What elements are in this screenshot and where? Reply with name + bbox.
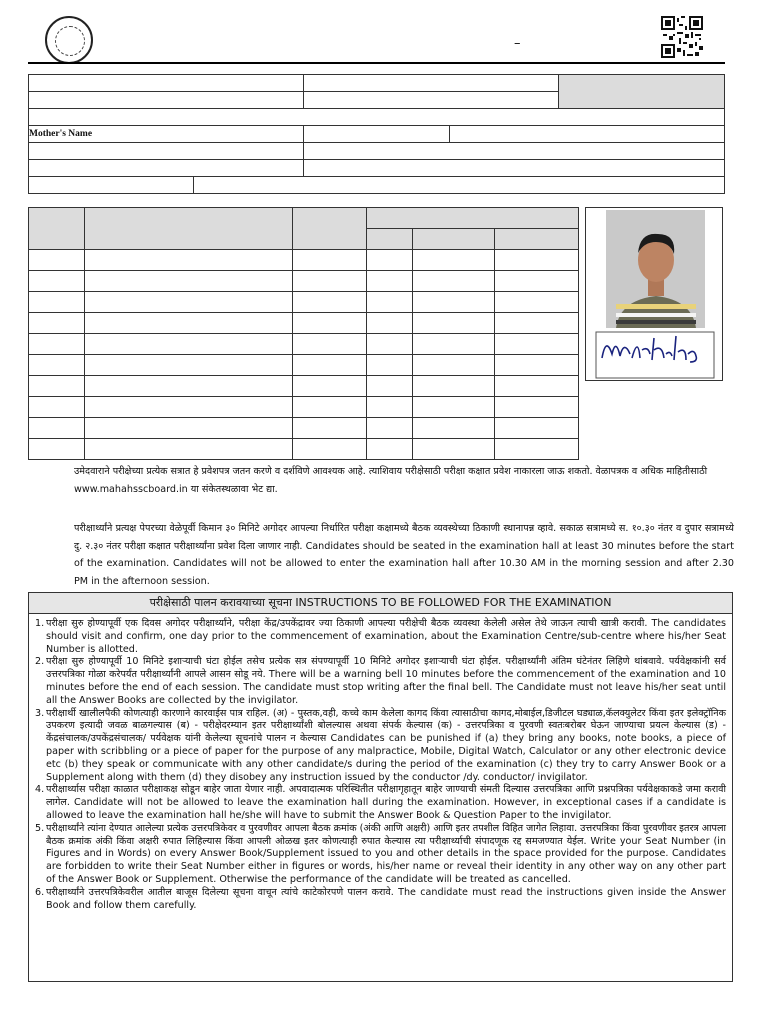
list-item [35,887,726,913]
table-row [29,397,579,418]
info-cell [193,177,724,194]
admit-card-notice: उमेदवाराने परीक्षेच्या प्रत्येक सत्रात हे प्रवेशपत्र जतन करणे व दर्शविणे आवश्यक आहे. त्याशिवाय परीक्षेसाठी परीक्षा कक्षात प्रवेश नाकारला जाऊ शकतो. वेळापत्रक व अधिक माहितीसाठी www.mahahsscboard.in या संकेतस्थळावा भेट द्या. [74,466,708,495]
item-text: परीक्षार्थ्यास परीक्षा काळात परीक्षाकक्ष सोडून बाहेर जाता येणार नाही. अपवादात्मक परिस्थितीत परीक्षागृहातून बाहेर जाण्याची संमती दिल्यास उत्तरपत्रिका आणि प्रश्नपत्रिका पर्यवेक्षकाकडे जमा करावी लागेल. Candidate will not be allowed to leave the examination hall during the examination. However, in exceptional cases if a candidate is allowed to leave the examination hall he/she will have to submit the Answer Book & Question Paper to the invigilator. [46,784,726,821]
item-number: 1. [35,618,45,629]
item-text: परीक्षा सुरु होण्यापूर्वी 10 मिनिटे इशाऱ्याची घंटा होईल तसेच प्रत्येक सत्र संपण्यापूर्वी 10 मिनिटे अगोदर इशाऱ्याची घंटा होईल. परीक्षार्थ्यांनी अंतिम घंटेनंतर लिहिणे थांबवावे. पर्यवेक्षकांनी सर्व उत्तरपत्रिका गोळा करेपर्यंत परीक्षार्थ्यांनी आपले आसन सोडू नये. There will be a warning bell 10 minutes before the commencement of the examination and 10 minutes before the end of each session. The candidate must stop writing after the final bell. The Candidate must not leave his/her seat until all the Answer Books are collected by the invigilator. [46,656,726,706]
item-number: 4. [35,784,45,796]
list-item [35,656,726,707]
item-text: परीक्षार्थ्यांने उत्तरपत्रिकेवरील आतील बाजूस दिलेल्या सूचना वाचून त्यांचे काटेकोरपणे पालन करावे. The candidate must read the instructions given inside the Answer Book and follow them carefully. [46,886,726,911]
item-number: 2. [35,656,45,668]
info-cell [29,109,725,126]
table-row [29,250,579,271]
instructions-title: परीक्षेसाठी पालन करावयाच्या सूचना INSTRUCTIONS TO BE FOLLOWED FOR THE EXAMINATION [29,593,732,614]
header-rule [28,62,725,64]
table-header-cell [367,229,413,250]
photo-box [585,207,723,381]
info-cell [29,143,304,160]
table-header-cell [413,229,495,250]
table-row [29,271,579,292]
table-row [29,355,579,376]
mothers-name-label: Mother's Name [29,126,304,143]
info-cell [29,160,304,177]
table-header-cell [367,208,579,229]
instructions-list [35,618,726,912]
item-number: 3. [35,707,45,719]
table-header-cell [292,208,367,250]
candidate-photo [586,208,722,380]
info-cell [29,177,194,194]
qr-code-icon [660,16,704,58]
list-item [35,784,726,822]
info-cell [303,160,724,177]
list-item [35,823,726,887]
item-number: 6. [35,886,45,898]
info-cell [303,75,559,92]
info-cell [303,143,724,160]
table-row [29,418,579,439]
table-header-cell [84,208,292,250]
header-dash: – [514,36,521,51]
item-text: परीक्षार्थ्यांने त्यांना देण्यात आलेल्या प्रत्येक उत्तरपत्रिकेवर व पुरवणीवर आपला बैठक क्रमांक (अंकी आणि अक्षरी) आणि इतर तपशील विहित जागेत लिहावा. उत्तरपत्रिका किंवा पुरवणीवर इतरत्र आपला बैठक क्रमांक अंकी किंवा अक्षरी रुपात लिहिल्यास किंवा आपली ओळख इतर कोणत्याही रुपात केल्यास त्या परीक्षार्थ्याची संपादणूक रद्द समजण्यात येईल. Write your Seat Number (in Figures and in Words) on every Answer Book/Supplement issued to you and other details in the space provided for the purpose. Candidates are forbidden to write their Seat Number either in figures or words, his/her name or reveal their identity in any other way on any other part of the Answer Book or Supplement. Otherwise the performance of the candidate will be treated as cancelled. [46,822,726,885]
info-cell [303,126,450,143]
table-row [29,313,579,334]
info-cell [29,75,304,92]
table-header-cell [495,229,579,250]
table-row [29,439,579,460]
table-header-cell [29,208,85,250]
list-item [35,708,726,785]
info-shaded-cell [559,75,725,109]
table-row [29,334,579,355]
info-cell [450,126,725,143]
item-text: परीक्षा सुरु होण्यापूर्वी एक दिवस अगोदर परीक्षार्थ्यांने, परीक्षा केंद्र/उपकेंद्रावर ज्या ठिकाणी आपल्या परीक्षेची बैठक व्यवस्था केलेली असेल तेथे जाऊन त्याची खात्री करावी. The candidates should visit and confirm, one day prior to the commencement of examination, about the Examination Centre/sub-centre where his/her Seat Number is allotted. [46,618,726,655]
instructions-box [28,592,733,982]
item-number: 5. [35,822,45,834]
table-row [29,376,579,397]
info-cell [29,92,304,109]
item-text: परीक्षार्थी खालीलपैकी कोणत्याही कारणाने कारवाईस पात्र राहिल. (अ) - पुस्तक,वही, कच्चे काम केलेला कागद किंवा त्यासाठीचा कागद,मोबाईल,डिजीटल घड्याळ,कॅलक्युलेटर किंवा इतर इलेक्ट्रॉनिक उपकरण इत्यादी जवळ बाळगल्यास (ब) - परीक्षेदरम्यान इतर परीक्षार्थ्यांशी बोलल्यास अथवा संपर्क केल्यास (क) - उत्तरपत्रिका व पुरवणी स्वतःबरोबर घेऊन जाण्याचा प्रयत्न केल्यास (ड) - केंद्रसंचालक/उपकेंद्रसंचालक/ पर्यवेक्षक यांनी केलेल्या सूचनांचे पालन न केल्यास Candidates can be punished if (a) they bring any books, note books, a piece of paper with scribbling or a piece of paper for the purpose of any malpractice, Mobile, Digital Watch, Calculator or any other electronic device etc (b) they speak or communicate with any other candidate/s during the period of the examination (c) they try to carry Answer Book or a Supplement along with them (d) they disobey any instruction issued by the conductor /dy. conductor/ invigilator. [46,707,726,783]
info-cell [303,92,559,109]
list-item [35,618,726,656]
seating-time-notice: परीक्षार्थ्यांने प्रत्यक्ष पेपरच्या वेळेपूर्वी किमान ३० मिनिटे अगोदर आपल्या निर्धारित परीक्षा कक्षामध्ये बैठक व्यवस्थेच्या ठिकाणी स्थानापन्न व्हावे. सकाळ सत्रामध्ये स. १०.३० नंतर व दुपार सत्रामध्ये दु. २.३० नंतर परीक्षा कक्षात परीक्षार्थ्यांना प्रवेश दिला जाणार नाही. Candidates should be seated in the examination hall at least 30 minutes before the start of the examination. Candidates will not be allowed to enter the examination hall after 10.30 AM in the morning session and after 2.30 PM in the afternoon session. [74,523,734,587]
candidate-info-table [28,74,725,194]
table-row [29,292,579,313]
subjects-table [28,207,579,460]
board-seal-logo [45,16,93,64]
